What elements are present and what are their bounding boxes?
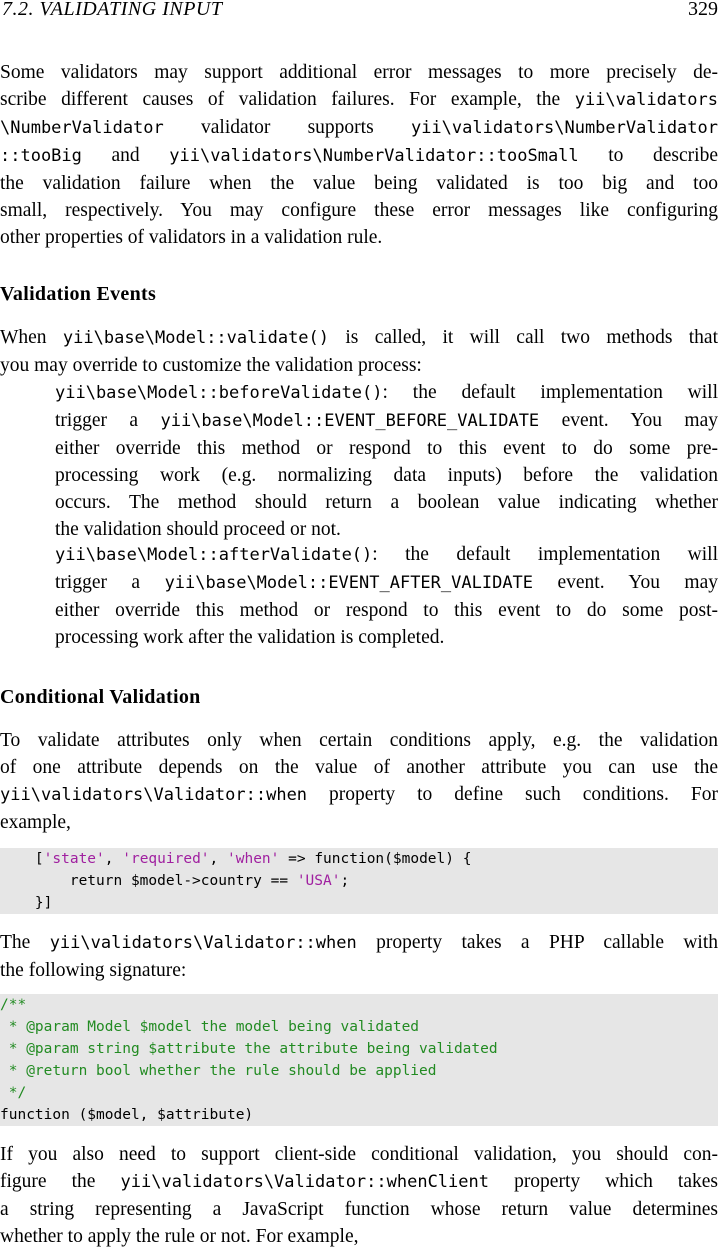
paragraph-when-signature — [0, 929, 718, 984]
text-line: To validate attributes only when certain conditions apply, e.g. the validation — [0, 730, 718, 751]
code-comment-line: * @param Model $model the model being validated — [0, 1019, 420, 1035]
text-line: yii\base\Model::afterValidate(): the default implementation will — [55, 544, 718, 565]
code-ref: yii\validators\NumberValidator — [410, 118, 718, 138]
text-line: occurs. The method should return a boolean value indicating whether — [55, 492, 718, 513]
text-line: ::tooBig and yii\validators\NumberValidator::tooSmall to describe — [0, 145, 718, 166]
code-ref: yii\validators — [574, 90, 718, 110]
text-line: other properties of validators in a validation rule. — [0, 227, 383, 248]
paragraph-when-client — [0, 1141, 718, 1250]
code-block-when-example — [0, 848, 718, 914]
code-ref: yii\validators\Validator::when — [49, 933, 357, 953]
code-ref: yii\base\Model::EVENT_BEFORE_VALIDATE — [160, 411, 540, 431]
text-line: If you also need to support client-side conditional validation, you should con- — [0, 1144, 718, 1165]
code-ref: yii\validators\Validator::whenClient — [120, 1172, 489, 1192]
heading-conditional-validation: Conditional Validation — [0, 686, 201, 708]
paragraph-error-messages — [0, 59, 718, 251]
code-ref: ::tooBig — [0, 146, 82, 166]
text-line: the validation failure when the value being validated is too big and too — [0, 173, 718, 194]
page-number: 329 — [688, 0, 718, 20]
code-block-signature — [0, 994, 718, 1126]
text-line: trigger a yii\base\Model::EVENT_BEFORE_VALIDATE event. You may — [55, 410, 718, 431]
text-line: the validation should proceed or not. — [55, 519, 341, 540]
text-line: either override this method or respond to this event to do some pre- — [55, 438, 718, 459]
code-comment-line: * @return bool whether the rule should be applied — [0, 1063, 437, 1079]
text-line: trigger a yii\base\Model::EVENT_AFTER_VALIDATE event. You may — [55, 572, 718, 593]
code-ref: yii\validators\NumberValidator::tooSmall — [169, 146, 579, 166]
code-ref: yii\validators\Validator::when — [0, 785, 308, 805]
heading-validation-events: Validation Events — [0, 283, 157, 305]
text-line: example, — [0, 812, 71, 833]
list-item-after-validate — [55, 541, 718, 651]
text-line: \NumberValidator validator supports yii\validators\NumberValidator — [0, 117, 718, 138]
section-title: 7.2. VALIDATING INPUT — [2, 0, 223, 20]
code-ref: yii\base\Model::beforeValidate() — [55, 383, 383, 403]
paragraph-conditional — [0, 727, 718, 836]
code-line: function ($model, $attribute) — [0, 1107, 254, 1123]
text-line: The yii\validators\Validator::when property takes a PHP callable with — [0, 932, 718, 953]
code-ref: yii\base\Model::validate() — [62, 328, 330, 348]
text-line: small, respectively. You may configure these error messages like configuring — [0, 200, 718, 221]
list-item-before-validate — [55, 379, 718, 543]
text-line: Some validators may support additional error messages to more precisely de- — [0, 62, 718, 83]
code-line: ['state', 'required', 'when' => function($model) { — [0, 851, 472, 867]
code-line: return $model->country == 'USA'; — [0, 873, 350, 889]
running-header — [0, 0, 718, 22]
text-line: you may override to customize the validation process: — [0, 355, 422, 376]
code-comment-line: * @param string $attribute the attribute being validated — [0, 1041, 498, 1057]
text-line: figure the yii\validators\Validator::whenClient property which takes — [0, 1171, 718, 1192]
paragraph-validation-events — [0, 324, 718, 379]
text-line: scribe different causes of validation failures. For example, the yii\validators — [0, 89, 718, 110]
text-line: the following signature: — [0, 960, 187, 981]
text-line: a string representing a JavaScript function whose return value determines — [0, 1199, 718, 1220]
code-ref: yii\base\Model::afterValidate() — [55, 545, 373, 565]
text-line: processing work (e.g. normalizing data inputs) before the validation — [55, 465, 718, 486]
text-line: When yii\base\Model::validate() is called, it will call two methods that — [0, 327, 719, 348]
code-ref: \NumberValidator — [0, 118, 164, 138]
code-comment-line: /** — [0, 997, 27, 1013]
text-line: either override this method or respond to this event to do some post- — [55, 600, 718, 621]
text-line: processing work after the validation is completed. — [55, 627, 445, 648]
text-line: whether to apply the rule or not. For example, — [0, 1226, 359, 1247]
text-line: yii\base\Model::beforeValidate(): the default implementation will — [55, 382, 718, 403]
code-line: }] — [0, 895, 53, 911]
code-comment-line: */ — [0, 1085, 27, 1101]
text-line: of one attribute depends on the value of another attribute you can use the — [0, 757, 718, 778]
text-line: yii\validators\Validator::when property to define such conditions. For — [0, 784, 718, 805]
code-ref: yii\base\Model::EVENT_AFTER_VALIDATE — [164, 573, 534, 593]
